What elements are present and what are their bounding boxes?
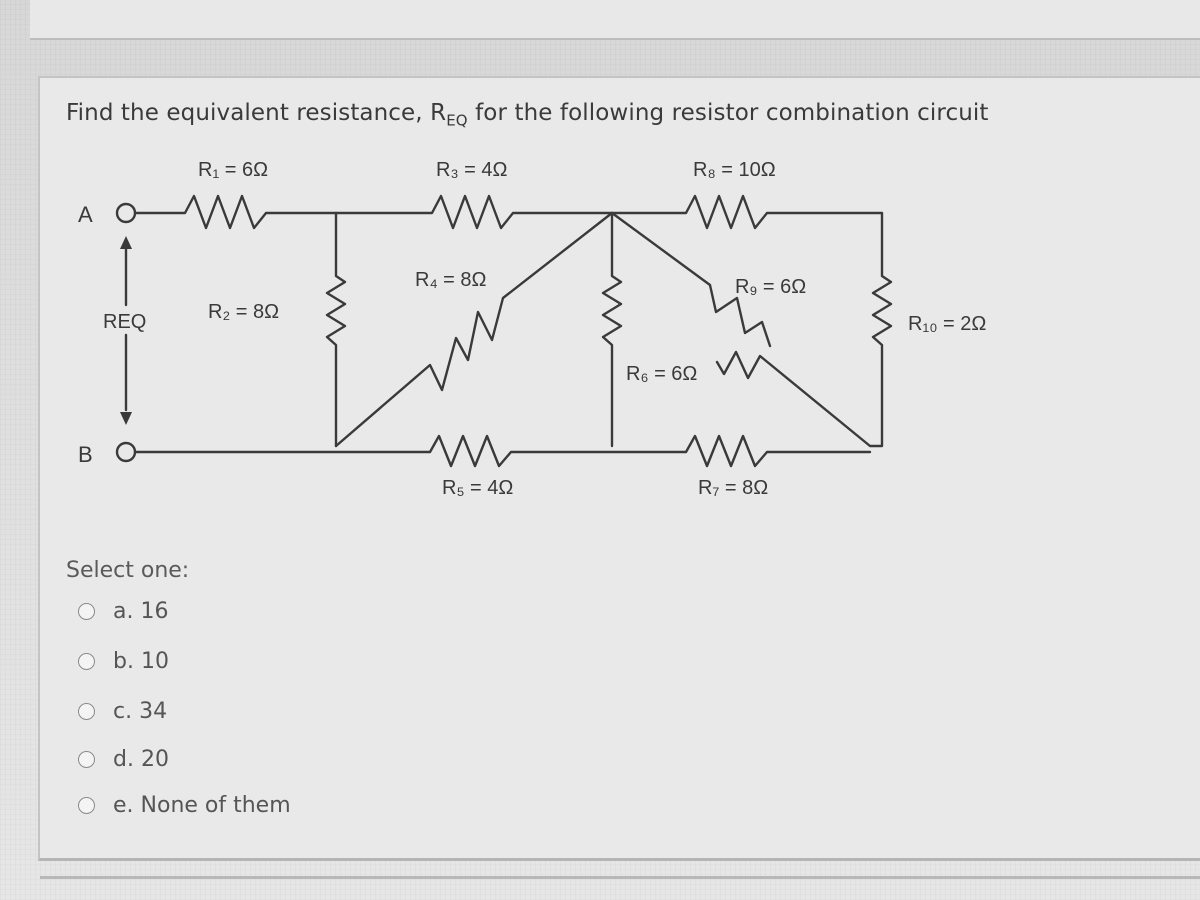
r6-label: R₆ = 6Ω — [626, 363, 698, 385]
r2-label: R₂ = 8Ω — [208, 301, 280, 323]
radio-icon[interactable] — [78, 751, 95, 768]
terminal-b — [117, 443, 135, 461]
radio-icon[interactable] — [78, 797, 95, 814]
terminal-a — [117, 204, 135, 222]
option-label: d. 20 — [113, 746, 169, 772]
node-b-label: B — [78, 442, 93, 467]
question-subscript: EQ — [446, 111, 468, 130]
resistor-r6 — [603, 213, 621, 446]
select-one-label: Select one: — [66, 558, 190, 583]
option-label: b. 10 — [113, 648, 169, 674]
option-e[interactable] — [78, 790, 291, 820]
radio-icon[interactable] — [78, 653, 95, 670]
r7-label: R₇ = 8Ω — [698, 477, 769, 499]
radio-icon[interactable] — [78, 703, 95, 720]
req-arrow-up — [120, 236, 132, 249]
r10-label: R₁₀ = 2Ω — [908, 313, 987, 335]
bottom-divider — [40, 876, 1200, 879]
question-prefix: Find the equivalent resistance, R — [66, 100, 447, 126]
r1-label: R₁ = 6Ω — [198, 159, 269, 181]
option-b[interactable] — [78, 646, 169, 676]
option-label: a. 16 — [113, 598, 169, 624]
resistor-r2 — [327, 213, 345, 446]
r5-label: R₅ = 4Ω — [442, 477, 514, 499]
option-d[interactable] — [78, 744, 169, 774]
resistor-r4 — [336, 213, 612, 446]
req-label: REQ — [103, 311, 147, 333]
r8-label: R₈ = 10Ω — [693, 159, 776, 181]
question-suffix: for the following resistor combination circuit — [467, 100, 989, 126]
r4-label: R₄ = 8Ω — [415, 269, 487, 291]
option-a[interactable] — [78, 596, 168, 626]
node-a-label: A — [78, 202, 93, 227]
req-arrow-down — [120, 412, 132, 425]
r3-label: R₃ = 4Ω — [436, 159, 508, 181]
option-label: e. None of them — [113, 792, 291, 818]
radio-icon[interactable] — [78, 603, 95, 620]
option-c[interactable] — [78, 696, 167, 726]
circuit-bottom-rail — [135, 436, 870, 466]
option-label: c. 34 — [113, 698, 168, 724]
r9-label: R₉ = 6Ω — [735, 276, 807, 298]
